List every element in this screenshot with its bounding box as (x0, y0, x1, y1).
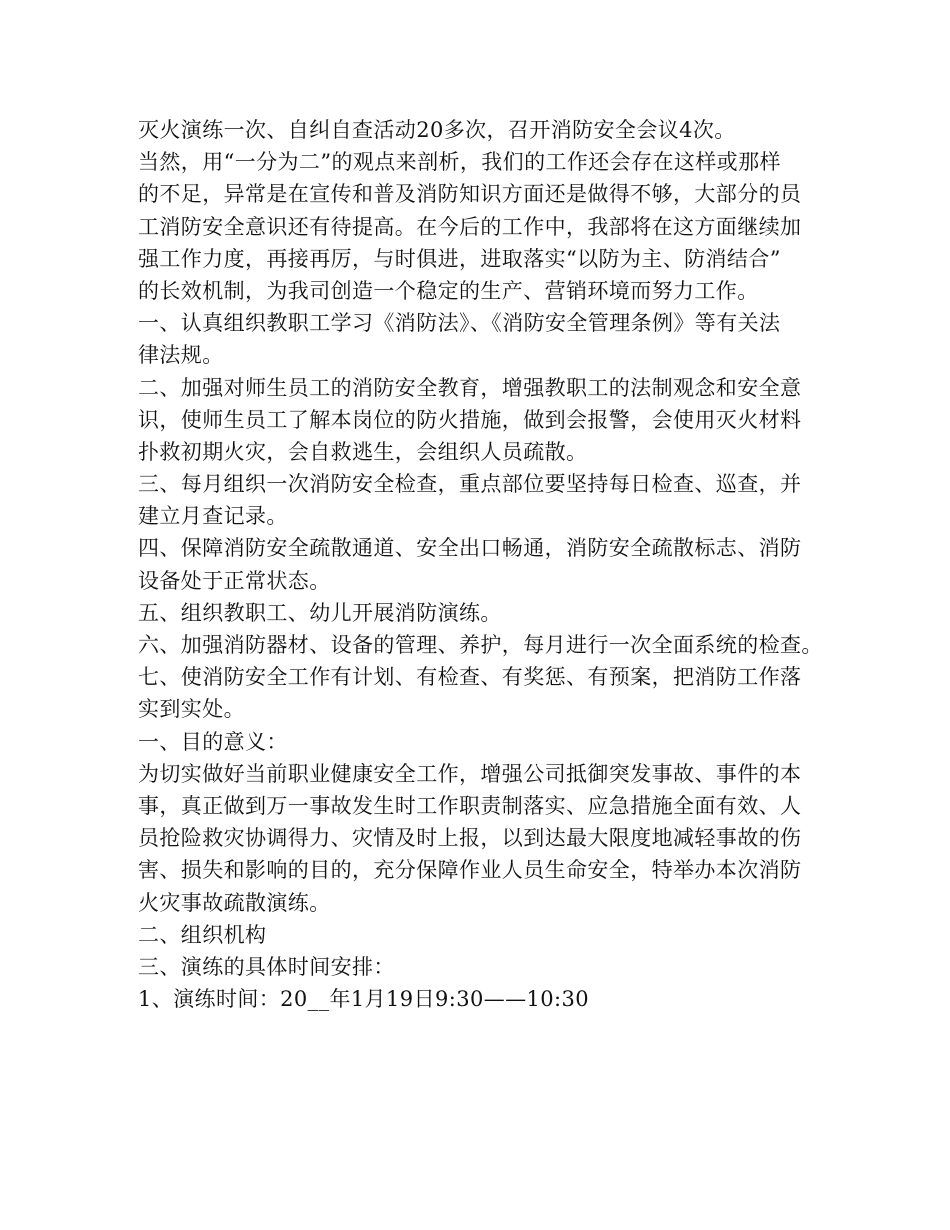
text-line: 事，真正做到万一事故发生时工作职责制落实、应急措施全面有效、人 (138, 793, 802, 818)
text-line: 三、演练的具体时间安排： (138, 954, 395, 979)
text-line: 律法规。 (138, 343, 224, 368)
text-line: 的长效机制，为我司创造一个稳定的生产、营销环境而努力工作。 (138, 278, 759, 303)
text-line: 二、加强对师生员工的消防安全教育，增强教职工的法制观念和安全意 (138, 375, 802, 400)
text-line: 一、目的意义： (138, 729, 288, 754)
text-line: 1、演练时间：20__年1月19日9:30——10:30 (138, 987, 590, 1012)
text-line: 七、使消防安全工作有计划、有检查、有奖惩、有预案，把消防工作落 (138, 665, 802, 690)
text-line: 火灾事故疏散演练。 (138, 890, 331, 915)
text-line: 工消防安全意识还有待提高。在今后的工作中，我部将在这方面继续加 (138, 214, 802, 239)
text-line: 强工作力度，再接再厉，与时俱进，进取落实“以防为主、防消结合” (138, 246, 781, 271)
document-body (138, 114, 838, 1015)
text-line: 灭火演练一次、自纠自查活动20多次，召开消防安全会议4次。 (138, 118, 736, 142)
text-line: 四、保障消防安全疏散通道、安全出口畅通，消防安全疏散标志、消防 (138, 536, 802, 561)
text-line: 一、认真组织教职工学习《消防法》、《消防安全管理条例》等有关法 (138, 311, 781, 336)
text-line: 的不足，异常是在宣传和普及消防知识方面还是做得不够，大部分的员 (138, 182, 802, 207)
text-line: 实到实处。 (138, 697, 245, 722)
text-line: 建立月查记录。 (138, 504, 288, 529)
text-line: 当然，用“一分为二”的观点来剖析，我们的工作还会存在这样或那样 (138, 150, 781, 175)
text-line: 二、组织机构 (138, 922, 267, 947)
text-line: 三、每月组织一次消防安全检查，重点部位要坚持每日检查、巡查，并 (138, 472, 802, 497)
text-line: 识，使师生员工了解本岗位的防火措施，做到会报警，会使用灭火材料 (138, 407, 802, 432)
text-line: 六、加强消防器材、设备的管理、养护，每月进行一次全面系统的检查。 (138, 633, 823, 657)
text-line: 员抢险救灾协调得力、灾情及时上报，以到达最大限度地减轻事故的伤 (138, 826, 802, 851)
text-line: 五、组织教职工、幼儿开展消防演练。 (138, 600, 502, 625)
text-line: 为切实做好当前职业健康安全工作，增强公司抵御突发事故、事件的本 (138, 761, 802, 786)
text-line: 扑救初期火灾，会自救逃生，会组织人员疏散。 (138, 439, 588, 464)
text-line: 设备处于正常状态。 (138, 568, 331, 593)
text-line: 害、损失和影响的目的，充分保障作业人员生命安全，特举办本次消防 (138, 858, 802, 883)
